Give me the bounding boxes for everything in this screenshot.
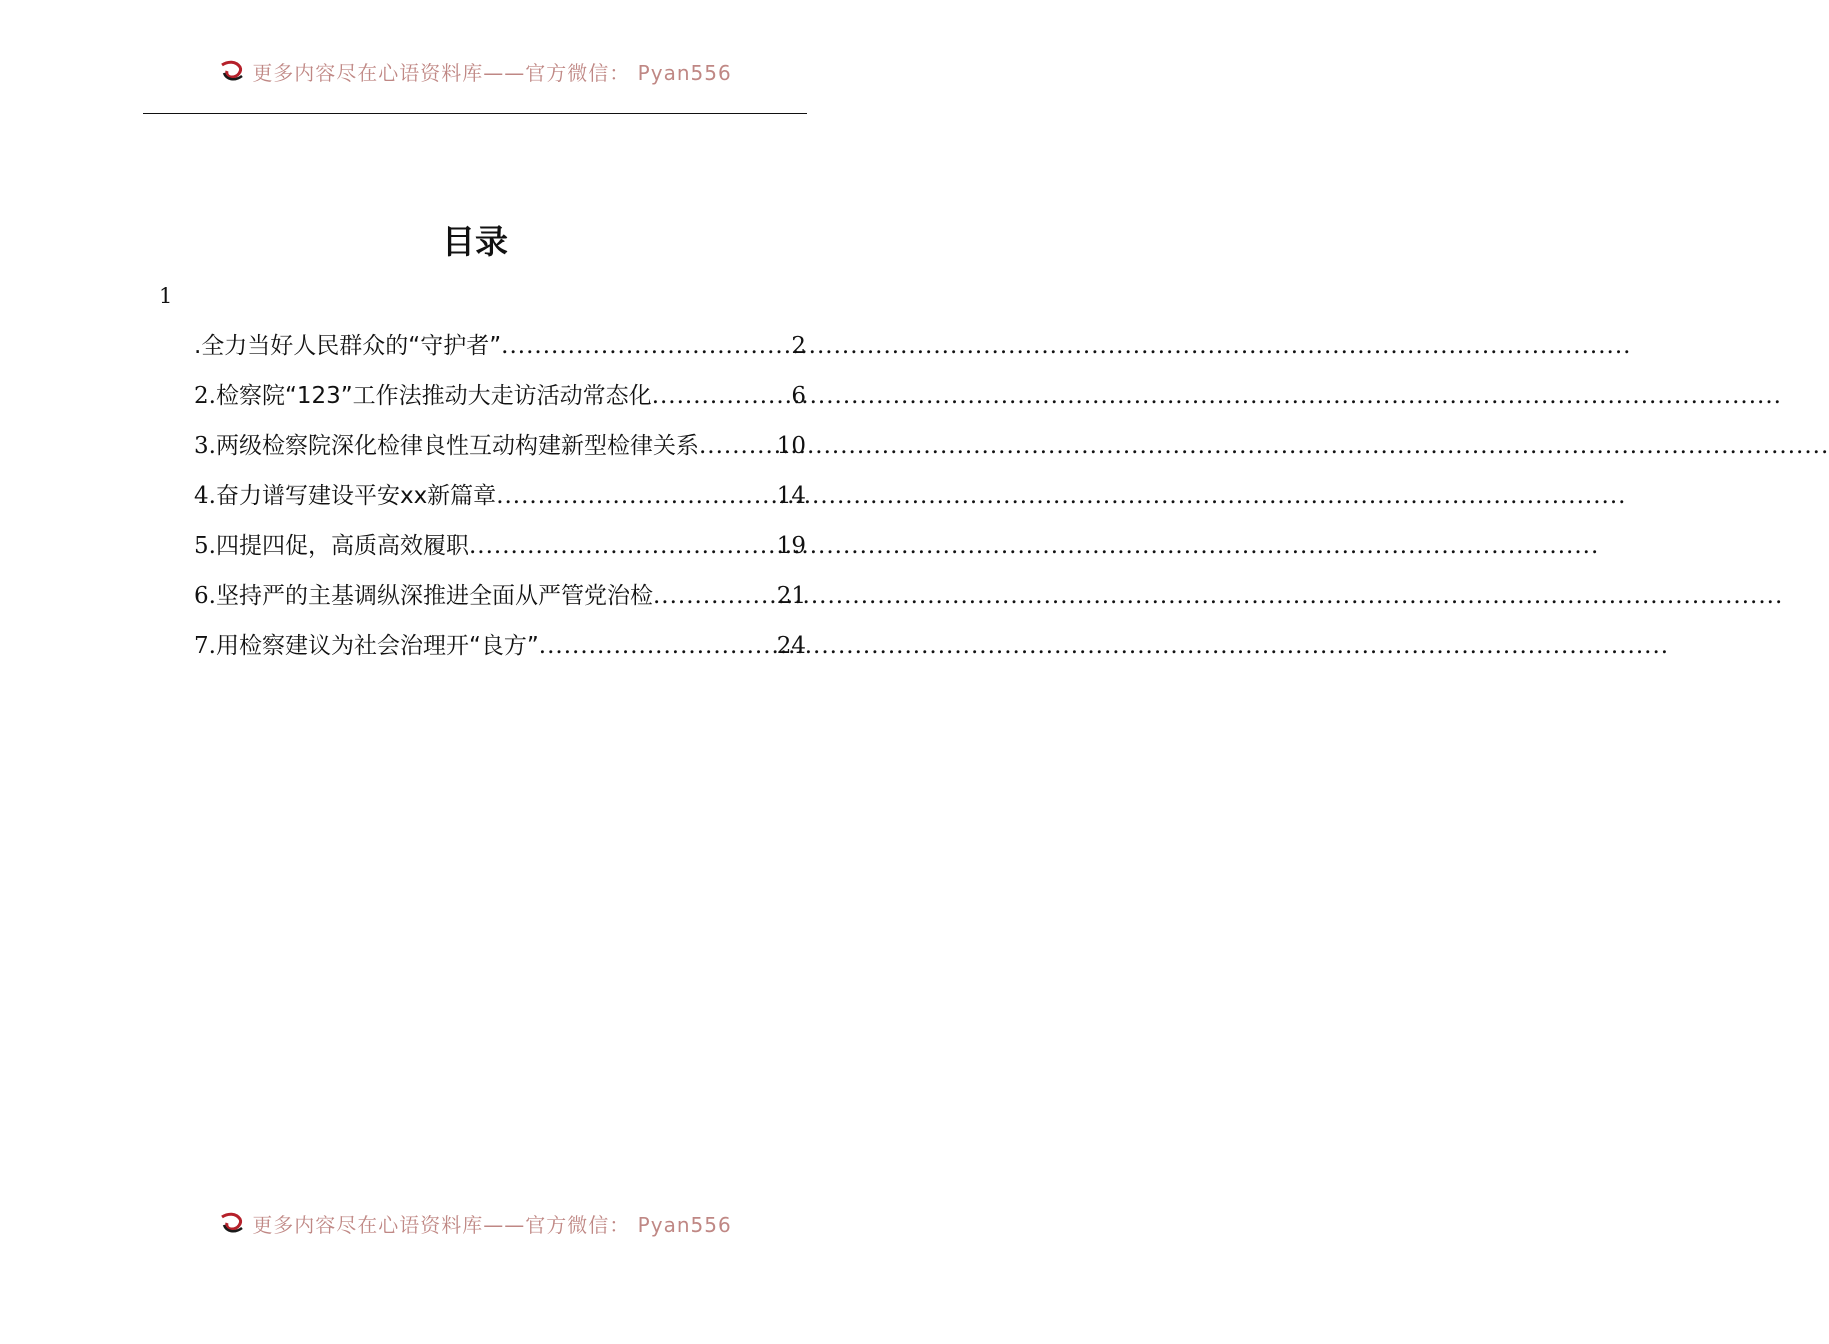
toc-entry[interactable] [194,421,806,471]
toc-entry-page: 19 [776,533,806,559]
toc-entry-page: 10 [776,433,806,459]
toc-entry[interactable] [194,521,806,571]
toc-entry-title: 四提四促，高质高效履职 [215,533,469,559]
watermark-text: 更多内容尽在心语资料库——官方微信： Pyan556 [252,60,732,85]
toc-entry-number: 4. [194,483,216,509]
header-watermark [0,54,950,88]
toc-entry-number: 5. [194,533,216,559]
toc-lead-number: 1 [159,284,173,308]
toc-entry[interactable] [194,621,806,671]
toc-entry-title: 检察院“123”工作法推动大走访活动常态化 [215,383,652,409]
toc-leader-dots [469,521,777,571]
toc-leader-dots [652,371,792,421]
toc-entry-title: 奋力谱写建设平安xx新篇章 [215,483,497,509]
toc-entry-page: 21 [776,583,806,609]
toc-leader-dots [539,621,777,671]
toc-entry[interactable] [194,571,806,621]
toc-leader-dots [699,421,777,471]
toc-list [194,321,806,671]
watermark-text: 更多内容尽在心语资料库——官方微信： Pyan556 [252,1212,732,1237]
toc-entry-title: 用检察建议为社会治理开“良方” [215,633,539,659]
toc-entry-number: 2. [194,383,216,409]
toc-leader-dots [501,321,791,371]
header-rule [143,113,807,114]
footer-watermark [0,1206,950,1240]
toc-entry-page: 14 [776,483,806,509]
toc-entry-page: 24 [776,633,806,659]
toc-leader-dots [496,471,777,521]
toc-leader-dots [653,571,777,621]
toc-entry-number: 6. [194,583,216,609]
toc-entry-title: 两级检察院深化检律良性互动构建新型检律关系 [215,433,699,459]
toc-entry[interactable] [194,371,806,421]
logo-icon [218,1211,246,1235]
logo-icon [218,59,246,83]
page-title: 目录 [442,222,508,261]
toc-entry[interactable] [194,321,806,371]
toc-entry-number: 7. [194,633,216,659]
toc-entry-title: 坚持严的主基调纵深推进全面从严管党治检 [215,583,653,609]
toc-entry-number: 3. [194,433,216,459]
toc-entry-title: .全力当好人民群众的“守护者” [194,333,502,359]
toc-entry-page: 6 [791,383,806,409]
toc-entry[interactable] [194,471,806,521]
toc-entry-page: 2 [791,333,806,359]
